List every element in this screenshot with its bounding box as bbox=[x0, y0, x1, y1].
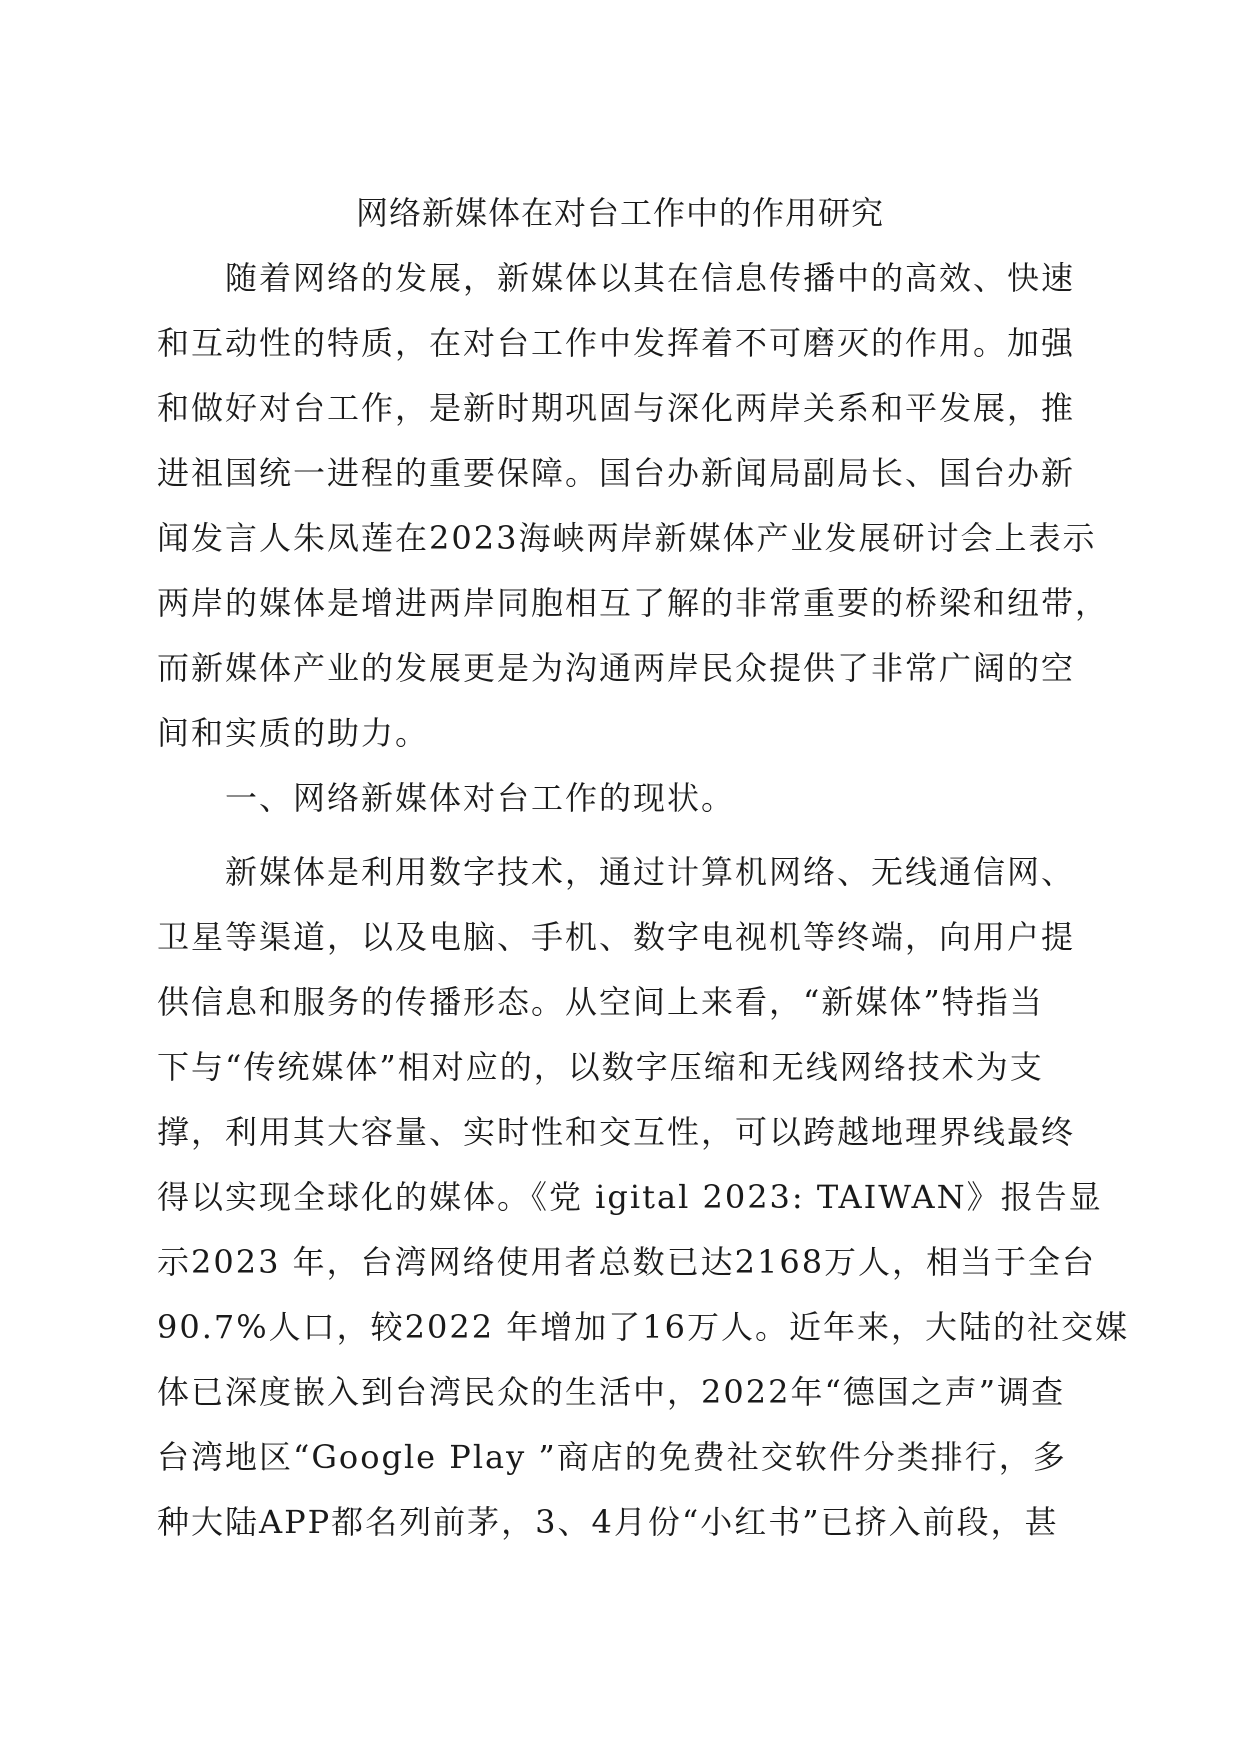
paragraph-line: 得以实现全球化的媒体。《党 igital 2023: TAIWAN》报告显 bbox=[157, 1178, 1103, 1216]
paragraph-line: 体已深度嵌入到台湾民众的生活中，2022年“德国之声”调查 bbox=[157, 1373, 1066, 1411]
paragraph-line: 示2023 年，台湾网络使用者总数已达2168万人，相当于全台 bbox=[157, 1243, 1097, 1281]
paragraph-line: 进祖国统一进程的重要保障。国台办新闻局副局长、国台办新 bbox=[157, 454, 1076, 492]
paragraph-line: 新媒体是利用数字技术，通过计算机网络、无线通信网、 bbox=[225, 853, 1076, 891]
document-title: 网络新媒体在对台工作中的作用研究 bbox=[355, 194, 884, 232]
paragraph-line: 和互动性的特质，在对台工作中发挥着不可磨灭的作用。加强 bbox=[157, 324, 1076, 362]
section-heading-block bbox=[157, 766, 1117, 831]
paragraph-line: 90.7%人口，较2022 年增加了16万人。近年来，大陆的社交媒 bbox=[157, 1308, 1129, 1346]
paragraph-status bbox=[157, 840, 1129, 1555]
paragraph-line: 闻发言人朱凤莲在2023海峡两岸新媒体产业发展研讨会上表示 bbox=[157, 519, 1097, 557]
paragraph-line: 而新媒体产业的发展更是为沟通两岸民众提供了非常广阔的空 bbox=[157, 649, 1076, 687]
document-body bbox=[157, 246, 1129, 1555]
paragraph-line: 种大陆APP都名列前茅，3、4月份“小红书”已挤入前段，甚 bbox=[157, 1503, 1059, 1541]
paragraph-line: 随着网络的发展，新媒体以其在信息传播中的高效、快速 bbox=[225, 259, 1076, 297]
paragraph-line: 和做好对台工作，是新时期巩固与深化两岸关系和平发展，推 bbox=[157, 389, 1076, 427]
paragraph-line: 供信息和服务的传播形态。从空间上来看，“新媒体”特指当 bbox=[157, 983, 1044, 1021]
paragraph-line: 撑，利用其大容量、实时性和交互性，可以跨越地理界线最终 bbox=[157, 1113, 1076, 1151]
paragraph-intro bbox=[157, 246, 1117, 766]
paragraph-line: 卫星等渠道，以及电脑、手机、数字电视机等终端，向用户提 bbox=[157, 918, 1076, 956]
paragraph-line: 两岸的媒体是增进两岸同胞相互了解的非常重要的桥梁和纽带， bbox=[157, 584, 1110, 622]
paragraph-line: 间和实质的助力。 bbox=[157, 714, 430, 752]
paragraph-line: 下与“传统媒体”相对应的，以数字压缩和无线网络技术为支 bbox=[157, 1048, 1044, 1086]
section-heading: 一、网络新媒体对台工作的现状。 bbox=[225, 779, 736, 817]
paragraph-line: 台湾地区“Google Play ”商店的免费社交软件分类排行，多 bbox=[157, 1438, 1067, 1476]
